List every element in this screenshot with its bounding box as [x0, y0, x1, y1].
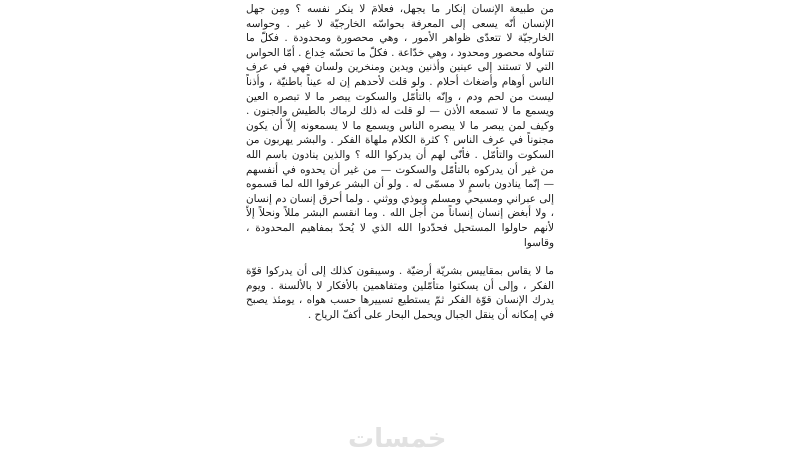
body-text: [246, 0, 558, 322]
watermark-logo: خمسات: [348, 424, 447, 454]
document-page: [246, 0, 558, 460]
paragraph-2: ما لا يقاس بمقاييس بشريّة أرضيّة . وسيبقون كذلك إلى أن يدركوا قوّة الفكر ، وإلى أن يسكتوا متأمّلين ومتفاهمين بالأفكار لا بالألسنة . ويوم يدرك الإنسان قوّة الفكر ثمّ يستطيع تسييرها حسب هواه ، يومئذ يصبح في إمكانه أن ينقل الجبال ويحمل البحار على أكفّ الرياح .: [246, 265, 554, 321]
paragraph-1: من طبيعة الإنسان إنكار ما يجهل، فعلامَ لا ينكر نفسه ؟ ومِن جهل الإنسان أنّه يسعى إلى المعرفة بحواسّه الخارجيّة لا غير . وحواسه الخارجيّة لا تتعدّى ظواهر الأمور ، وهي محصورة ومحدودة . فكلّ ما تتناوله محصور ومحدود ، وهي خدّاعة . فكلّ ما تحسّه خِداع . أمّا الحواس التي لا تستند إلى عينين وأذنين ويدين ومنخرين ولسان فهي في عرف الناس أوهام وأضغاث أحلام . ولو قلت لأحدهم إن له عيناً باطنيّة ، وأذناً ليست من لحم ودم ، وإنّه بالتأمّل والسكوت يبصر ما لا تبصره العين ويسمع ما لا تسمعه الأذن — لو قلت له ذلك لرماك بالطيش والجنون . وكيف لمن يبصر ما لا يبصره الناس ويسمع ما لا يسمعونه إلاّ أن يكون مجنوناً في عرف الناس ؟ كثرة الكلام ملهاة الفكر . والبشر يهربون من السكوت والتأمّل . فأنّى لهم أن يدركوا الله ؟ والذين ينادون باسم الله من غير أن يدركوه بالتأمّل والسكوت — من غير أن يحدوه في أنفسهم — إنّما ينادون باسمٍ لا مسمّى له . ولو أن البشر عرفوا الله لما قسموه إلى عبراني ومسيحي ومسلم وبوذي ووثني . ولما أحرق إنسان دم إنسان ، ولا أبغض إنسان إنساناً من أجل الله . وما انقسم البشر مللاً ونحلاً إلاّ لأنهم حاولوا المستحيل فحدّدوا الله الذي لا يُحدّ بمفاهيم المحدودة ، وقاسوا: [246, 3, 554, 249]
